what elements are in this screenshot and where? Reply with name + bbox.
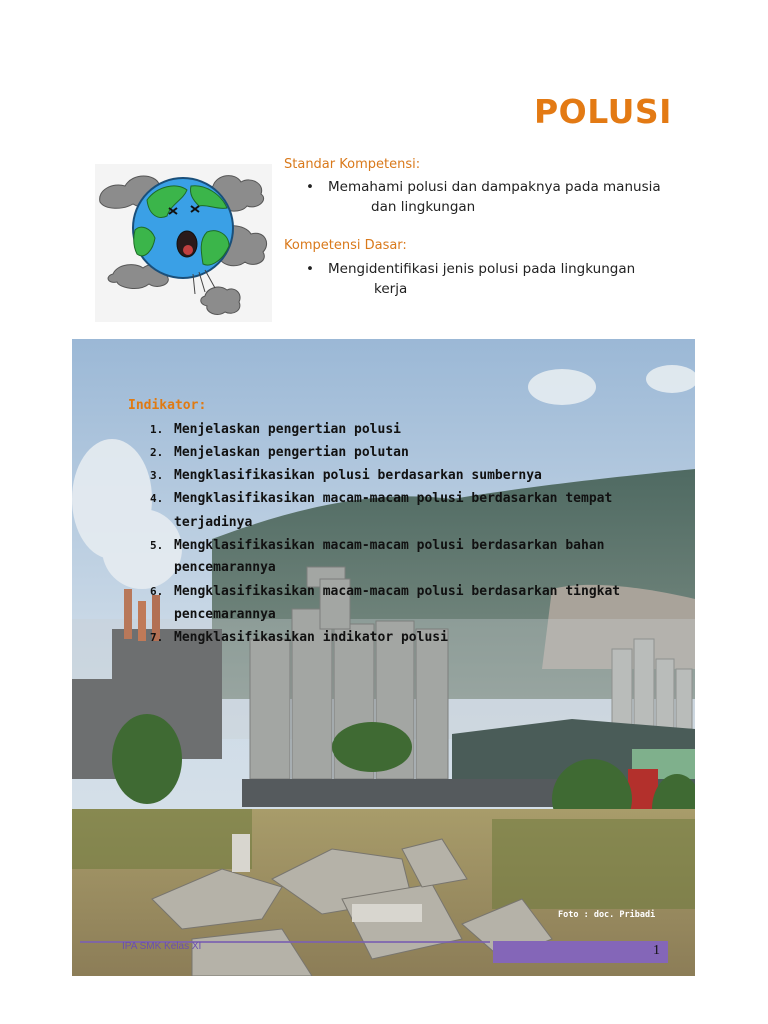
item-number: 5. xyxy=(150,539,164,552)
item-number: 2. xyxy=(150,446,164,459)
page-title: POLUSI xyxy=(534,92,672,131)
item-text: Mengklasifikasikan polusi berdasarkan sumbernya xyxy=(174,468,542,483)
item-text: Menjelaskan pengertian polusi xyxy=(174,422,401,437)
polluted-earth-illustration xyxy=(95,164,272,322)
item-text: Mengklasifikasikan macam-macam polusi berdasarkan tempat xyxy=(174,491,613,506)
page-number: 1 xyxy=(653,943,660,958)
item-number: 4. xyxy=(150,492,164,505)
bullet-text-line2: dan lingkungan xyxy=(371,199,476,215)
item-text: Mengklasifikasikan indikator polusi xyxy=(174,630,448,645)
item-number: 6. xyxy=(150,585,164,598)
footer-left-text: IPA SMK Kelas XI xyxy=(122,941,202,952)
bullet-symbol: • xyxy=(306,179,314,195)
bullet-text-line2: kerja xyxy=(374,281,408,297)
item-text: Mengklasifikasikan macam-macam polusi berdasarkan bahan xyxy=(174,538,605,553)
bullet-text-line1: Memahami polusi dan dampaknya pada manusia xyxy=(328,179,661,195)
item-number: 7. xyxy=(150,631,164,644)
item-text-continued: pencemarannya xyxy=(174,560,276,575)
standar-kompetensi-label: Standar Kompetensi: xyxy=(284,157,421,172)
item-text: Mengklasifikasikan macam-macam polusi berdasarkan tingkat xyxy=(174,584,621,599)
kompetensi-dasar-label: Kompetensi Dasar: xyxy=(284,238,407,253)
indikator-label: Indikator: xyxy=(128,398,207,413)
item-text-continued: pencemarannya xyxy=(174,607,276,622)
bullet-text-line1: Mengidentifikasi jenis polusi pada lingkungan xyxy=(328,261,636,277)
item-text: Menjelaskan pengertian polutan xyxy=(174,445,409,460)
item-number: 1. xyxy=(150,423,164,436)
item-number: 3. xyxy=(150,469,164,482)
footer-page-bar xyxy=(493,941,668,963)
bullet-symbol: • xyxy=(306,261,314,277)
photo-credit: Foto : doc. Pribadi xyxy=(558,910,656,920)
item-text-continued: terjadinya xyxy=(174,515,253,530)
